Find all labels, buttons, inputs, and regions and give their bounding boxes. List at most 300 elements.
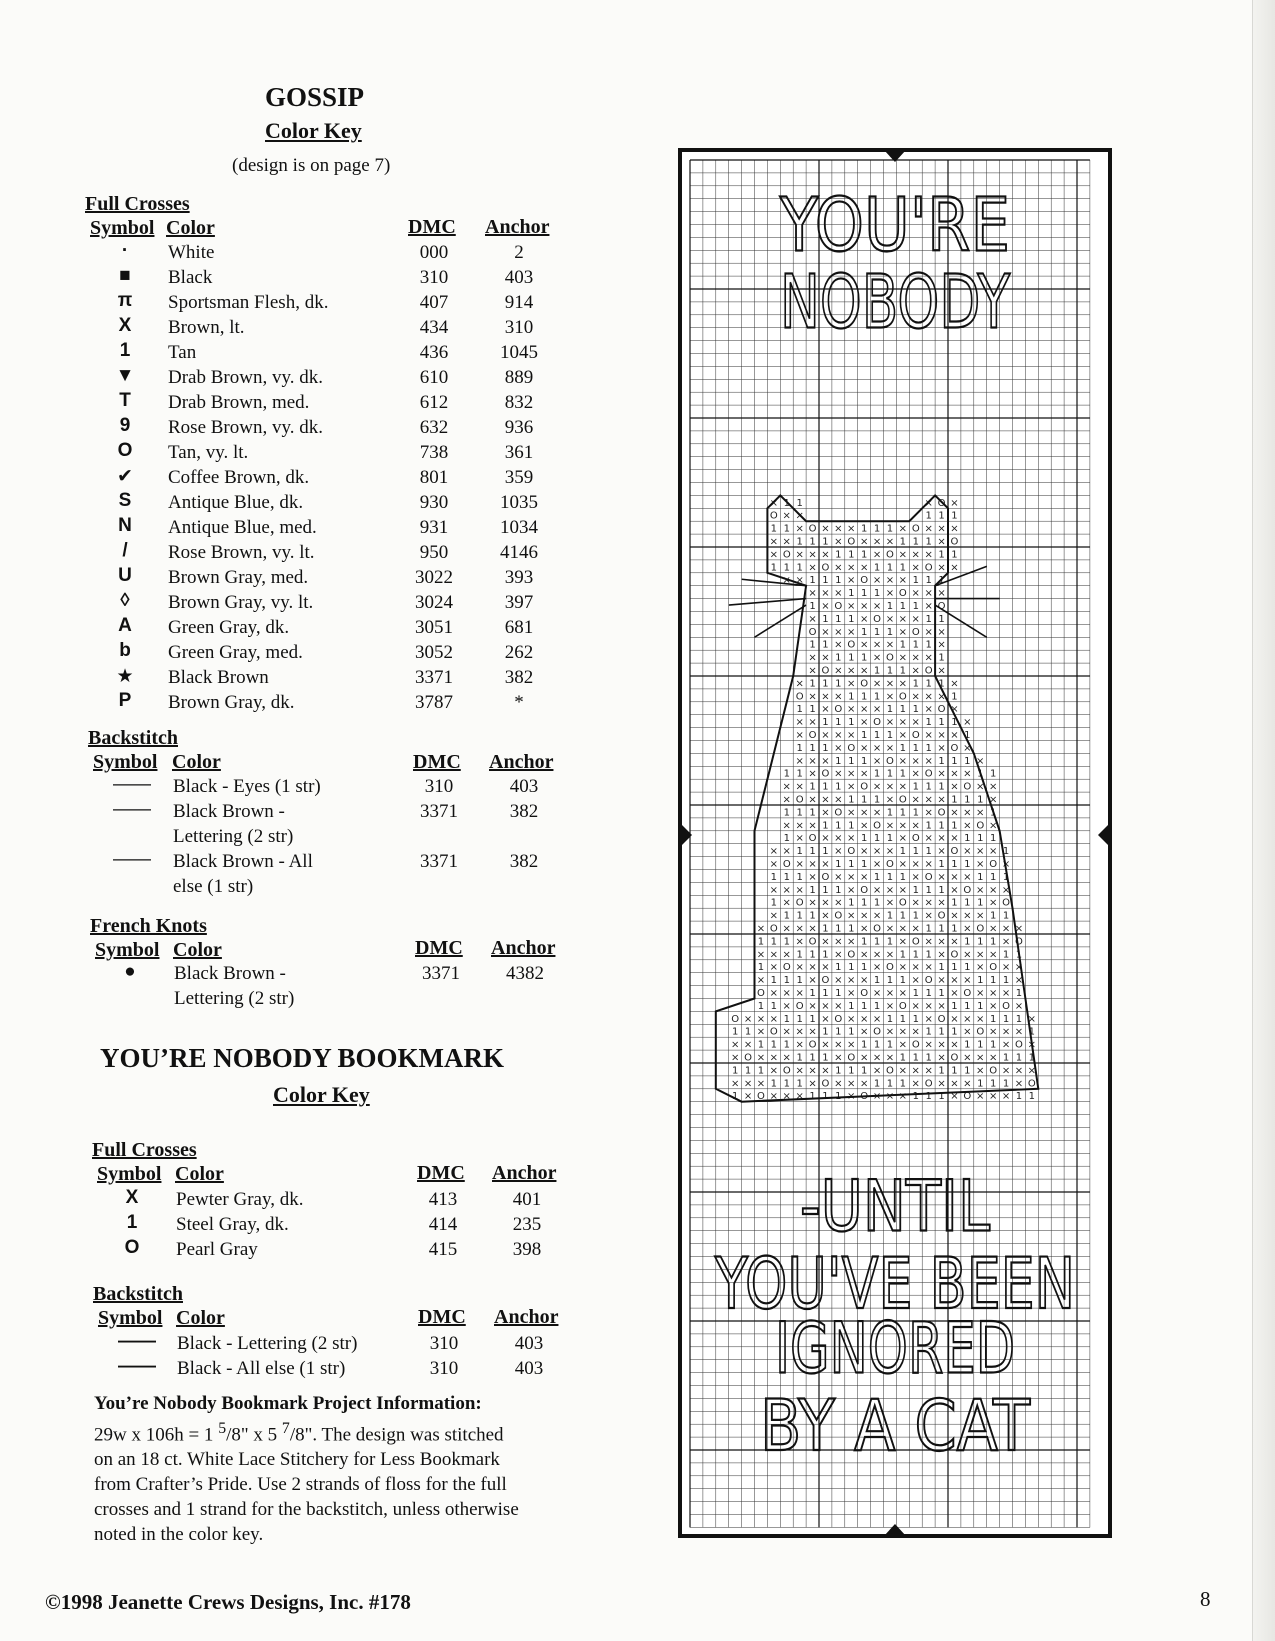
cross-stitch-symbol: 1 <box>886 833 894 845</box>
cross-stitch-symbol: × <box>1014 975 1024 987</box>
cross-stitch-symbol: O <box>1002 1000 1010 1012</box>
cross-stitch-symbol: 1 <box>1028 1052 1036 1064</box>
cross-stitch-symbol: × <box>821 910 830 922</box>
row-anchor: 1034 <box>500 517 538 538</box>
cross-stitch-symbol: 1 <box>873 794 881 806</box>
cross-stitch-symbol: O <box>795 1000 804 1012</box>
cross-stitch-symbol: × <box>769 1065 779 1077</box>
cross-stitch-symbol: × <box>847 601 856 612</box>
cross-stitch-symbol: 1 <box>848 588 855 600</box>
cross-stitch-symbol: × <box>898 523 908 535</box>
cross-stitch-symbol: 1 <box>809 601 816 612</box>
cross-stitch-symbol: 1 <box>899 949 907 961</box>
cross-stitch-symbol: × <box>782 575 791 587</box>
cross-stitch-symbol: × <box>924 910 933 922</box>
cross-stitch-symbol: × <box>885 575 895 587</box>
gossip-bs-anchor-header: Anchor <box>489 751 554 773</box>
cross-stitch-symbol: 1 <box>899 1052 907 1064</box>
cross-stitch-symbol: O <box>937 1013 946 1025</box>
cross-stitch-symbol: 1 <box>951 897 958 909</box>
cross-stitch-symbol: O <box>937 601 946 612</box>
row-anchor: 889 <box>504 367 534 388</box>
cross-stitch-symbol: 1 <box>938 1026 945 1038</box>
row-anchor: * <box>514 692 524 713</box>
cross-stitch-symbol: × <box>769 859 779 870</box>
cross-stitch-symbol: × <box>769 962 779 974</box>
cross-stitch-symbol: 1 <box>977 975 984 987</box>
cross-stitch-symbol: 1 <box>796 1052 803 1064</box>
row-color-line2: Lettering (2 str) <box>173 826 294 847</box>
cross-stitch-symbol: O <box>808 730 817 741</box>
cross-stitch-symbol: × <box>782 923 791 935</box>
cross-stitch-symbol: × <box>821 652 830 664</box>
cross-stitch-symbol: 1 <box>899 807 907 819</box>
project-info-line: on an 18 ct. White Lace Stitchery for Less Bookmark <box>94 1449 500 1471</box>
cross-stitch-symbol: × <box>911 588 920 600</box>
cross-stitch-symbol: × <box>847 807 856 819</box>
cross-stitch-symbol: 1 <box>860 794 868 806</box>
cross-stitch-symbol: × <box>821 1000 830 1012</box>
cross-stitch-symbol: × <box>834 1052 843 1064</box>
cross-stitch-symbol: O <box>886 1065 894 1077</box>
cross-stitch-symbol: 1 <box>731 1091 739 1103</box>
cross-stitch-symbol: × <box>924 794 933 806</box>
cross-stitch-symbol: 1 <box>809 988 816 999</box>
cross-stitch-symbol: × <box>795 755 804 767</box>
row-anchor: 382 <box>504 667 534 688</box>
cross-stitch-symbol: × <box>937 691 946 703</box>
chart-text-top: YOU'RE <box>779 182 1010 269</box>
row-color-line1: Black Brown - All <box>173 851 313 872</box>
cross-stitch-symbol: × <box>1001 1039 1011 1051</box>
cross-stitch-symbol: × <box>924 652 933 664</box>
row-color: Brown Gray, med. <box>168 567 309 588</box>
cross-stitch-symbol: × <box>795 678 804 690</box>
cross-stitch-symbol: 1 <box>809 575 816 587</box>
row-color: Green Gray, med. <box>168 642 303 663</box>
cross-stitch-symbol: O <box>808 523 817 535</box>
cross-stitch-symbol: 1 <box>886 910 894 922</box>
cross-stitch-symbol: × <box>924 1013 933 1025</box>
cross-stitch-symbol: × <box>795 730 804 741</box>
cross-stitch-symbol: 1 <box>873 871 881 883</box>
cross-stitch-symbol: O <box>937 497 946 509</box>
cross-stitch-symbol: 1 <box>886 975 894 987</box>
cross-stitch-symbol: × <box>859 1078 869 1090</box>
cross-stitch-symbol: 1 <box>1015 949 1023 961</box>
cross-stitch-symbol: × <box>885 1000 895 1012</box>
row-color: Tan <box>168 342 197 363</box>
bookmark-full-crosses-heading: Full Crosses <box>92 1139 197 1161</box>
cross-stitch-symbol: × <box>963 1052 972 1064</box>
cross-stitch-symbol: × <box>988 1000 998 1012</box>
cross-stitch-symbol: × <box>834 1039 843 1051</box>
cross-stitch-symbol: × <box>859 807 869 819</box>
cross-stitch-symbol: 1 <box>860 730 868 741</box>
cross-stitch-symbol: 1 <box>912 910 919 922</box>
cross-stitch-symbol: × <box>872 1013 882 1025</box>
cross-stitch-symbol: × <box>898 923 908 935</box>
cross-stitch-symbol: × <box>963 1078 972 1090</box>
cross-stitch-symbol: 1 <box>899 1013 907 1025</box>
row-color: Rose Brown, vy. lt. <box>168 542 315 563</box>
cross-stitch-symbol: × <box>808 1078 817 1090</box>
cross-stitch-symbol: O <box>1002 897 1010 909</box>
cross-stitch-symbol: × <box>859 871 869 883</box>
cross-stitch-symbol: × <box>885 781 895 793</box>
cross-stitch-symbol: 1 <box>848 691 855 703</box>
cross-stitch-symbol: × <box>847 988 856 999</box>
cross-stitch-symbol: O <box>950 742 959 754</box>
cross-stitch-symbol: O <box>873 613 881 625</box>
cross-stitch-symbol: × <box>898 962 908 974</box>
cross-stitch-symbol: 1 <box>835 988 842 999</box>
cross-stitch-symbol: 1 <box>770 1000 778 1012</box>
row-dmc: 3051 <box>415 617 453 638</box>
cross-stitch-symbol: 1 <box>925 884 932 896</box>
cross-stitch-symbol: × <box>1001 1026 1011 1038</box>
cross-stitch-symbol: O <box>834 910 843 922</box>
cross-stitch-symbol: × <box>782 988 791 999</box>
cross-stitch-symbol: 1 <box>822 781 829 793</box>
cross-stitch-symbol: × <box>847 884 856 896</box>
cross-stitch-symbol: 1 <box>835 923 842 935</box>
cross-stitch-symbol: × <box>782 1026 791 1038</box>
cross-stitch-symbol: × <box>898 936 908 948</box>
cross-stitch-symbol: 1 <box>938 678 945 690</box>
cross-stitch-symbol: O <box>963 988 972 999</box>
cross-stitch-symbol: × <box>859 704 869 716</box>
cross-stitch-symbol: 1 <box>860 962 868 974</box>
row-symbol: X <box>125 1187 139 1208</box>
row-symbol: b <box>119 640 131 661</box>
cross-stitch-symbol: × <box>911 794 920 806</box>
cross-stitch-symbol: O <box>808 626 817 638</box>
cross-stitch-symbol: 1 <box>848 923 855 935</box>
cross-stitch-symbol: × <box>937 871 946 883</box>
cross-stitch-symbol: × <box>795 717 804 729</box>
cross-stitch-symbol: × <box>911 897 920 909</box>
row-color-line1: Black - Eyes (1 str) <box>173 776 321 797</box>
cross-stitch-symbol: × <box>898 833 908 845</box>
row-symbol: —— <box>113 774 151 795</box>
cross-stitch-symbol: 1 <box>964 962 971 974</box>
row-symbol: —— <box>113 799 151 820</box>
cross-stitch-symbol: 1 <box>848 613 855 625</box>
cross-stitch-symbol: 1 <box>912 575 919 587</box>
cross-stitch-symbol: × <box>898 1065 908 1077</box>
project-info-heading: You’re Nobody Bookmark Project Information: <box>94 1393 482 1414</box>
cross-stitch-symbol: 1 <box>809 1013 816 1025</box>
cross-stitch-symbol: × <box>847 1039 856 1051</box>
cross-stitch-symbol: 1 <box>925 923 932 935</box>
cross-stitch-symbol: O <box>886 859 894 870</box>
cross-stitch-symbol: 1 <box>899 639 907 651</box>
row-anchor: 401 <box>512 1189 542 1210</box>
cross-stitch-symbol: × <box>898 859 908 870</box>
cross-stitch-symbol: × <box>872 742 882 754</box>
cross-stitch-symbol: 1 <box>809 949 816 961</box>
cross-stitch-symbol: × <box>769 988 779 999</box>
cross-stitch-symbol: × <box>950 1078 959 1090</box>
cross-stitch-symbol: × <box>950 704 959 716</box>
row-color: Antique Blue, med. <box>168 517 317 538</box>
cross-stitch-symbol: 1 <box>822 536 829 548</box>
row-anchor: 914 <box>504 292 534 313</box>
cross-stitch-symbol: 1 <box>835 613 842 625</box>
cross-stitch-symbol: O <box>834 807 843 819</box>
cross-stitch-symbol: 1 <box>731 1026 739 1038</box>
cross-stitch-symbol: 1 <box>873 936 881 948</box>
cross-stitch-symbol: O <box>950 536 959 548</box>
cross-stitch-symbol: × <box>821 1013 830 1025</box>
cross-stitch-symbol: O <box>937 704 946 716</box>
cross-stitch-symbol: × <box>808 755 817 767</box>
cross-stitch-symbol: × <box>795 936 804 948</box>
cross-stitch-symbol: × <box>808 859 817 870</box>
cross-stitch-symbol: 1 <box>809 678 816 690</box>
cross-stitch-symbol: 1 <box>835 781 842 793</box>
project-info-line: noted in the color key. <box>94 1524 264 1546</box>
cross-stitch-symbol: × <box>808 871 817 883</box>
row-dmc: 738 <box>419 442 449 463</box>
bookmark-backstitch-heading: Backstitch <box>93 1283 183 1305</box>
cross-stitch-symbol: × <box>821 601 830 612</box>
gossip-fk-anchor-header: Anchor <box>491 937 556 959</box>
bookmark-bs-anchor-header: Anchor <box>494 1306 559 1328</box>
cross-stitch-symbol: O <box>808 833 817 845</box>
cross-stitch-symbol: × <box>898 613 908 625</box>
cross-stitch-symbol: × <box>847 1013 856 1025</box>
cross-stitch-symbol: × <box>821 691 830 703</box>
cross-stitch-symbol: × <box>769 910 779 922</box>
cross-stitch-symbol: × <box>950 975 959 987</box>
cross-stitch-symbol: 1 <box>964 1065 971 1077</box>
cross-stitch-symbol: × <box>976 859 985 870</box>
cross-stitch-symbol: × <box>1027 1039 1037 1051</box>
cross-stitch-symbol: × <box>847 936 856 948</box>
cross-stitch-symbol: 1 <box>822 1091 829 1103</box>
cross-stitch-symbol: × <box>834 833 843 845</box>
cross-stitch-symbol: O <box>1027 1078 1036 1090</box>
row-anchor: 4146 <box>500 542 538 563</box>
cross-stitch-symbol: × <box>821 794 830 806</box>
cross-stitch-symbol: 1 <box>770 871 778 883</box>
cross-stitch-symbol: 1 <box>835 820 842 832</box>
cross-stitch-symbol: O <box>795 691 804 703</box>
cross-stitch-symbol: × <box>795 884 804 896</box>
cross-stitch-symbol: O <box>924 665 933 677</box>
cross-stitch-symbol: 1 <box>783 562 790 574</box>
cross-stitch-symbol: 1 <box>925 781 932 793</box>
row-anchor: 681 <box>504 617 534 638</box>
cross-stitch-symbol: 1 <box>938 755 945 767</box>
cross-stitch-symbol: 1 <box>783 833 790 845</box>
cross-stitch-symbol: × <box>911 1065 920 1077</box>
row-dmc: 310 <box>429 1333 459 1354</box>
row-anchor: 310 <box>504 317 534 338</box>
bookmark-fc-anchor-header: Anchor <box>492 1162 557 1184</box>
cross-stitch-symbol: × <box>859 1013 869 1025</box>
row-color: Drab Brown, med. <box>168 392 310 413</box>
row-color: White <box>168 242 215 263</box>
cross-stitch-symbol: O <box>898 897 907 909</box>
cross-stitch-symbol: 1 <box>835 717 842 729</box>
cross-stitch-symbol: × <box>898 652 908 664</box>
cross-stitch-symbol: O <box>847 742 856 754</box>
cross-stitch-symbol: 1 <box>873 1078 881 1090</box>
cross-stitch-symbol: × <box>808 1000 817 1012</box>
cross-stitch-symbol: 1 <box>912 807 919 819</box>
cross-stitch-symbol: × <box>976 781 985 793</box>
cross-stitch-symbol: × <box>976 988 985 999</box>
cross-stitch-symbol: 1 <box>989 871 997 883</box>
cross-stitch-symbol: 1 <box>886 626 894 638</box>
cross-stitch-symbol: × <box>847 704 856 716</box>
cross-stitch-symbol: O <box>1015 936 1023 948</box>
cross-stitch-symbol: × <box>834 562 843 574</box>
cross-stitch-symbol: O <box>950 949 959 961</box>
row-dmc: 436 <box>419 342 449 363</box>
row-color-line1: Black Brown - <box>174 963 286 984</box>
cross-stitch-symbol: 1 <box>873 626 881 638</box>
cross-stitch-symbol: × <box>756 1026 766 1038</box>
cross-stitch-symbol: O <box>860 678 869 690</box>
cross-stitch-symbol: 1 <box>757 1039 765 1051</box>
cross-stitch-symbol: × <box>743 1091 753 1103</box>
cross-stitch-symbol: O <box>886 652 894 664</box>
cross-stitch-symbol: × <box>885 794 895 806</box>
cross-stitch-symbol: × <box>821 897 830 909</box>
cross-stitch-symbol: × <box>808 717 817 729</box>
cross-stitch-symbol: × <box>847 871 856 883</box>
cross-stitch-symbol: 1 <box>925 717 932 729</box>
cross-stitch-symbol: × <box>911 613 920 625</box>
cross-stitch-symbol: × <box>988 820 998 832</box>
cross-stitch-symbol: × <box>1001 936 1011 948</box>
cross-stitch-symbol: 1 <box>912 1052 919 1064</box>
cross-stitch-symbol: 1 <box>912 781 919 793</box>
cross-stitch-symbol: 1 <box>886 704 894 716</box>
cross-stitch-symbol: × <box>924 807 933 819</box>
cross-stitch-symbol: × <box>911 717 920 729</box>
cross-stitch-symbol: × <box>808 652 817 664</box>
page-number: 8 <box>1200 1587 1211 1611</box>
cross-stitch-symbol: × <box>950 871 959 883</box>
cross-stitch-symbol: × <box>950 910 959 922</box>
gossip-subtitle: Color Key <box>265 118 362 143</box>
cross-stitch-symbol: × <box>808 665 817 677</box>
cross-stitch-symbol: 1 <box>912 742 919 754</box>
cross-stitch-symbol: × <box>1014 1000 1024 1012</box>
cross-stitch-symbol: × <box>898 626 908 638</box>
cross-stitch-symbol: 1 <box>977 1039 984 1051</box>
cross-stitch-symbol: × <box>937 665 946 677</box>
cross-stitch-symbol: O <box>950 1052 959 1064</box>
row-dmc: 950 <box>419 542 449 563</box>
row-dmc: 310 <box>429 1358 459 1379</box>
cross-stitch-symbol: 1 <box>770 936 778 948</box>
row-dmc: 413 <box>428 1189 458 1210</box>
cross-stitch-symbol: O <box>782 962 791 974</box>
cross-stitch-symbol: × <box>782 846 791 858</box>
cross-stitch-symbol: × <box>1001 1065 1011 1077</box>
cross-stitch-symbol: × <box>834 588 843 600</box>
cross-stitch-symbol: × <box>937 975 946 987</box>
cross-stitch-symbol: 1 <box>899 665 907 677</box>
cross-stitch-symbol: 1 <box>925 988 932 999</box>
project-info-line: from Crafter’s Pride. Use 2 strands of floss for the full <box>94 1474 507 1496</box>
cross-stitch-symbol: O <box>860 884 869 896</box>
cross-stitch-symbol: × <box>834 536 843 548</box>
cross-stitch-symbol: × <box>937 768 946 780</box>
cross-stitch-symbol: 1 <box>989 1039 997 1051</box>
cross-stitch-symbol: × <box>795 1039 804 1051</box>
cross-stitch-symbol: 1 <box>873 897 881 909</box>
cross-stitch-symbol: 1 <box>822 742 829 754</box>
cross-stitch-symbol: 1 <box>848 1026 855 1038</box>
cross-stitch-symbol: 1 <box>809 639 816 651</box>
cross-stitch-symbol: × <box>769 549 779 561</box>
cross-stitch-symbol: × <box>988 923 998 935</box>
cross-stitch-symbol: 1 <box>783 1013 790 1025</box>
cross-stitch-symbol: 1 <box>899 910 907 922</box>
cross-stitch-symbol: × <box>847 1091 856 1103</box>
cross-stitch-symbol: × <box>821 936 830 948</box>
chart-text-top: NOBODY <box>780 259 1011 346</box>
cross-stitch-symbol: × <box>898 884 908 896</box>
cross-stitch-symbol: 1 <box>951 820 958 832</box>
cross-stitch-symbol: 1 <box>977 871 984 883</box>
cross-stitch-symbol: 1 <box>899 601 907 612</box>
cross-stitch-symbol: × <box>847 523 856 535</box>
cross-stitch-symbol: × <box>730 1078 740 1090</box>
cross-stitch-symbol: × <box>834 794 843 806</box>
cross-stitch-symbol: × <box>859 639 869 651</box>
cross-stitch-symbol: 1 <box>770 523 778 535</box>
dims-sup1: 5 <box>218 1420 227 1437</box>
cross-stitch-symbol: × <box>885 820 895 832</box>
cross-stitch-symbol: 1 <box>860 652 868 664</box>
cross-stitch-symbol: 1 <box>1002 1078 1010 1090</box>
row-symbol: U <box>118 565 132 586</box>
cross-stitch-symbol: 1 <box>835 1026 842 1038</box>
row-color: Sportsman Flesh, dk. <box>168 292 329 313</box>
cross-stitch-symbol: 1 <box>822 923 829 935</box>
cross-stitch-symbol: 1 <box>886 1013 894 1025</box>
cross-stitch-symbol: 1 <box>1028 1091 1036 1103</box>
cross-stitch-symbol: × <box>821 549 830 561</box>
row-anchor: 1045 <box>500 342 538 363</box>
cross-stitch-symbol: × <box>821 588 830 600</box>
cross-stitch-symbol: × <box>950 730 959 741</box>
cross-stitch-symbol: 1 <box>951 923 958 935</box>
cross-stitch-symbol: O <box>847 846 856 858</box>
cross-stitch-symbol: × <box>795 923 804 935</box>
cross-stitch-symbol: O <box>924 562 933 574</box>
cross-stitch-symbol: 1 <box>977 768 984 780</box>
footer-copyright: ©1998 Jeanette Crews Designs, Inc. #178 <box>45 1590 411 1614</box>
row-color: Black <box>168 267 213 288</box>
row-anchor: 397 <box>504 592 534 613</box>
bookmark-fc-color-header: Color <box>175 1163 224 1185</box>
cross-stitch-symbol: × <box>872 962 882 974</box>
cross-stitch-symbol: 1 <box>1002 1013 1010 1025</box>
gossip-fc-anchor-header: Anchor <box>485 216 550 238</box>
cross-stitch-symbol: 1 <box>835 549 842 561</box>
cross-stitch-symbol: × <box>756 1013 766 1025</box>
cross-stitch-symbol: 1 <box>873 730 881 741</box>
